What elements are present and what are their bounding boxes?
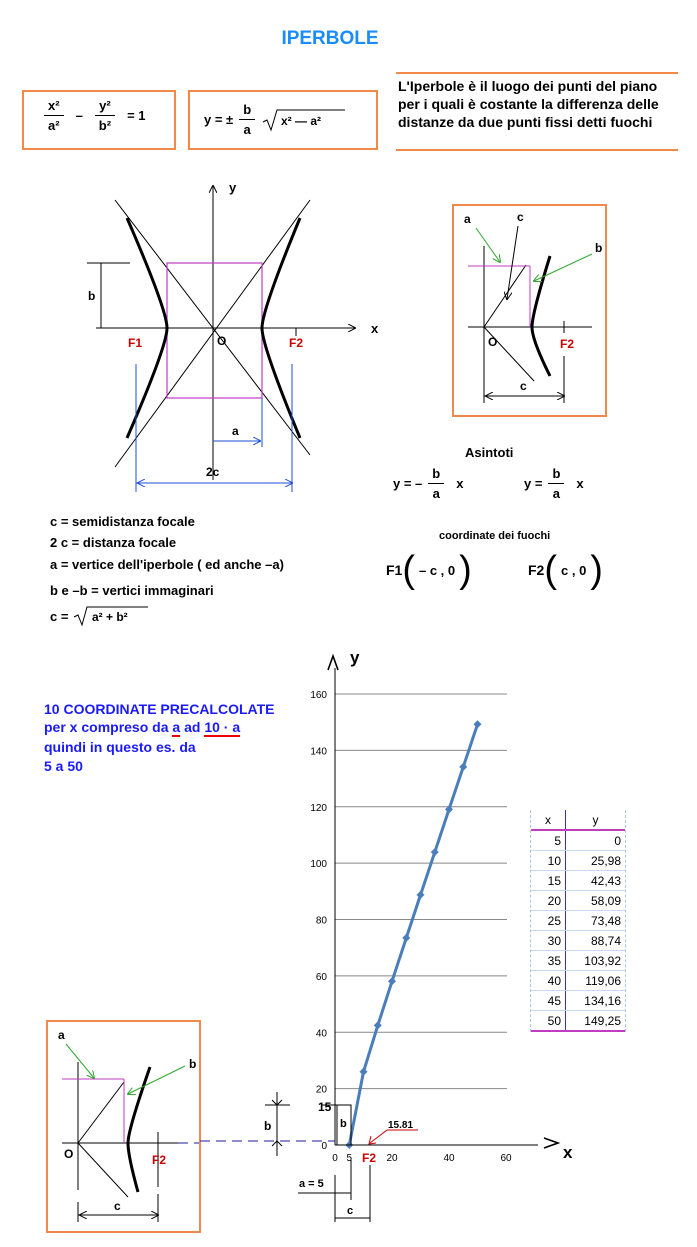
2c-label: 2c [206, 465, 220, 479]
legend-c-lhs: c = [50, 608, 69, 624]
chart-x-label: x [563, 1143, 573, 1162]
cell-x: 30 [531, 931, 566, 951]
cell-y: 58,09 [566, 891, 626, 911]
legend-line-4: b e –b = vertici immaginari [50, 583, 214, 598]
f1-coord-values: – c , 0 [419, 562, 456, 578]
table-row [531, 830, 625, 851]
legend-line-1: c = semidistanza focale [50, 514, 195, 529]
a-denominator: a [243, 122, 251, 137]
detail-diagram [454, 206, 605, 415]
y-numerator: y² [95, 98, 115, 116]
bottom-b-label: b [189, 1057, 197, 1071]
equals-one: = 1 [127, 108, 146, 123]
detail-c-label: c [517, 210, 524, 224]
data-point [431, 848, 439, 856]
chart-c-label: c [347, 1205, 354, 1217]
f1-right-paren: ) [459, 549, 472, 591]
cell-y: 73,48 [566, 911, 626, 931]
definition-text: L'Iperbole è il luogo dei punti del piano per i quali è costante la differenza delle distanze da due punti fissi detti fuochi [398, 78, 659, 130]
precalc-title: 10 COORDINATE PRECALCOLATE [44, 701, 275, 717]
y-axis-label: y [229, 180, 237, 195]
bottom-a-label: a [58, 1028, 65, 1042]
x-denominator: a² [48, 118, 60, 133]
f1-coordinates [386, 549, 472, 591]
precalc-l2-d: 10 · a [204, 719, 241, 735]
table-row [531, 871, 625, 891]
y-tick-label: 140 [310, 746, 327, 758]
f2-left-paren: ( [544, 549, 557, 591]
equation-box [22, 90, 176, 150]
x-fraction [44, 98, 64, 133]
detail-a-label: a [464, 212, 471, 226]
a-label: a [232, 424, 239, 438]
y-tick-label: 0 [321, 1141, 327, 1152]
y-tick-label: 120 [310, 802, 327, 814]
asymptote-2-lhs: y = [524, 476, 543, 491]
chart-f2-value: 15.81 [388, 1120, 414, 1131]
bottom-origin-label: O [64, 1147, 74, 1161]
bottom-branch [128, 1067, 150, 1192]
precalc-l2-b: a [172, 719, 181, 735]
connector [200, 1090, 340, 1170]
chart-points [345, 720, 481, 1149]
table-row [531, 891, 625, 911]
precalc-line-4: 5 a 50 [44, 758, 83, 774]
detail-c-dim-label: c [520, 379, 527, 393]
legend-radicand: a² + b² [92, 610, 129, 624]
f2-coord-label: F2 [528, 562, 545, 578]
data-point [417, 891, 425, 899]
asymptote-2-den: a [552, 486, 561, 501]
f1-coord-label: F1 [386, 562, 403, 578]
detail-f2-label: F2 [560, 337, 575, 351]
f1-label: F1 [128, 336, 143, 350]
table-row [531, 851, 625, 871]
minus-sign: – [75, 108, 83, 123]
detail-diagram-box [452, 204, 607, 417]
asymptote-1-x: x [456, 476, 464, 491]
coordinates-table [530, 810, 626, 1032]
cell-x: 20 [531, 891, 566, 911]
cell-y: 119,06 [566, 971, 626, 991]
chart-b-label: b [340, 1118, 347, 1130]
asymptote-eq-1 [393, 466, 463, 501]
cell-x: 35 [531, 951, 566, 971]
y-formula-box [188, 90, 378, 150]
y-tick-label: 60 [315, 971, 327, 983]
cell-x: 15 [531, 871, 566, 891]
f2-coord-values: c , 0 [561, 562, 587, 578]
precalc-line-3: quindi in questo es. da [44, 739, 196, 755]
cell-y: 88,74 [566, 931, 626, 951]
asymptote-1-num: b [428, 466, 444, 484]
table-row [531, 991, 625, 1011]
sqrt-icon-2 [72, 605, 148, 627]
cell-y: 25,98 [566, 851, 626, 871]
table-row [531, 971, 625, 991]
cell-x: 50 [531, 1011, 566, 1032]
data-point [360, 1068, 368, 1076]
table-row [531, 931, 625, 951]
y-tick-label: 100 [310, 859, 327, 871]
chart-y-label: y [350, 648, 360, 667]
y-tick-label: 20 [315, 1084, 327, 1096]
sqrt-icon [261, 108, 345, 132]
chart-15-label: 15 [318, 1100, 332, 1114]
y-formula-lhs: y = ± [204, 112, 234, 127]
cell-y: 103,92 [566, 951, 626, 971]
asymptote-eq-2 [524, 466, 584, 501]
f1-left-paren: ( [402, 549, 415, 591]
x-tick-label: 20 [386, 1153, 398, 1164]
y-tick-label: 40 [315, 1028, 327, 1040]
f2-coordinates [528, 549, 603, 591]
chart-a-label: a = 5 [299, 1178, 324, 1190]
detail-origin-label: O [488, 335, 498, 349]
f2-label: F2 [289, 336, 304, 350]
chart-f2-label: F2 [362, 1151, 377, 1165]
precalc-l2-c: ad [180, 719, 205, 735]
divider-top [396, 72, 678, 74]
chart-x-ticks [332, 1153, 512, 1164]
chart-y-ticks [310, 690, 327, 1152]
detail-branch [532, 256, 550, 376]
y-fraction [95, 98, 115, 133]
radicand: x² — a² [281, 113, 322, 128]
y-denominator: b² [98, 118, 112, 133]
cell-x: 10 [531, 851, 566, 871]
data-point [474, 720, 482, 728]
cell-x: 25 [531, 911, 566, 931]
divider-bottom [396, 149, 678, 151]
asymptote-2-num: b [548, 466, 564, 484]
legend-line-2: 2 c = distanza focale [50, 535, 177, 550]
cell-y: 42,43 [566, 871, 626, 891]
asymptote-1-lhs: y = – [393, 476, 423, 491]
bottom-diagram-box [46, 1020, 201, 1233]
table-header-x: x [531, 810, 566, 830]
detail-c-line [484, 265, 526, 327]
y-arrow-icon [328, 656, 338, 670]
bottom-c-label: c [114, 1199, 121, 1213]
data-point [402, 934, 410, 942]
b-over-a [239, 102, 255, 137]
precalc-l2-a: per x compreso da [44, 719, 173, 735]
f2-right-paren: ) [590, 549, 603, 591]
y-tick-label: 80 [315, 915, 327, 927]
cell-y: 149,25 [566, 1011, 626, 1032]
table-header-y: y [566, 810, 626, 830]
data-point [388, 977, 396, 985]
bottom-diagram [48, 1022, 199, 1231]
b-label: b [88, 289, 96, 303]
asymptote-1-den: a [432, 486, 440, 501]
cell-y: 0 [566, 830, 626, 851]
cell-x: 45 [531, 991, 566, 1011]
x-numerator: x² [44, 98, 64, 116]
cell-x: 40 [531, 971, 566, 991]
connector-b-label: b [264, 1119, 272, 1133]
legend-line-5 [50, 605, 148, 627]
chart-series-line [349, 724, 477, 1145]
x-arrow-icon [544, 1138, 558, 1148]
asymptotes-title: Asintoti [465, 445, 514, 460]
detail-b-label: b [595, 241, 603, 255]
data-point [459, 763, 467, 771]
origin-label: O [217, 334, 227, 348]
data-point [374, 1021, 382, 1029]
table-row [531, 911, 625, 931]
x-tick-label: 60 [500, 1153, 512, 1164]
cell-x: 5 [531, 830, 566, 851]
table-row [531, 1011, 625, 1032]
asymptote-2-x: x [576, 476, 584, 491]
bottom-f2-label: F2 [152, 1153, 167, 1167]
x-tick-label: 5 [346, 1153, 353, 1164]
table-row [531, 951, 625, 971]
precalc-line-2 [44, 719, 240, 735]
b-numerator: b [239, 102, 255, 120]
foci-title: coordinate dei fuochi [439, 530, 551, 542]
x-axis-label: x [371, 321, 379, 336]
main-hyperbola-diagram [0, 170, 423, 500]
x-tick-label: 40 [443, 1153, 455, 1164]
y-tick-label: 160 [310, 690, 327, 701]
x-tick-label: 0 [332, 1153, 338, 1164]
cell-y: 134,16 [566, 991, 626, 1011]
page-title: IPERBOLE [281, 28, 379, 49]
legend-line-3: a = vertice dell'iperbole ( ed anche –a) [50, 557, 284, 572]
